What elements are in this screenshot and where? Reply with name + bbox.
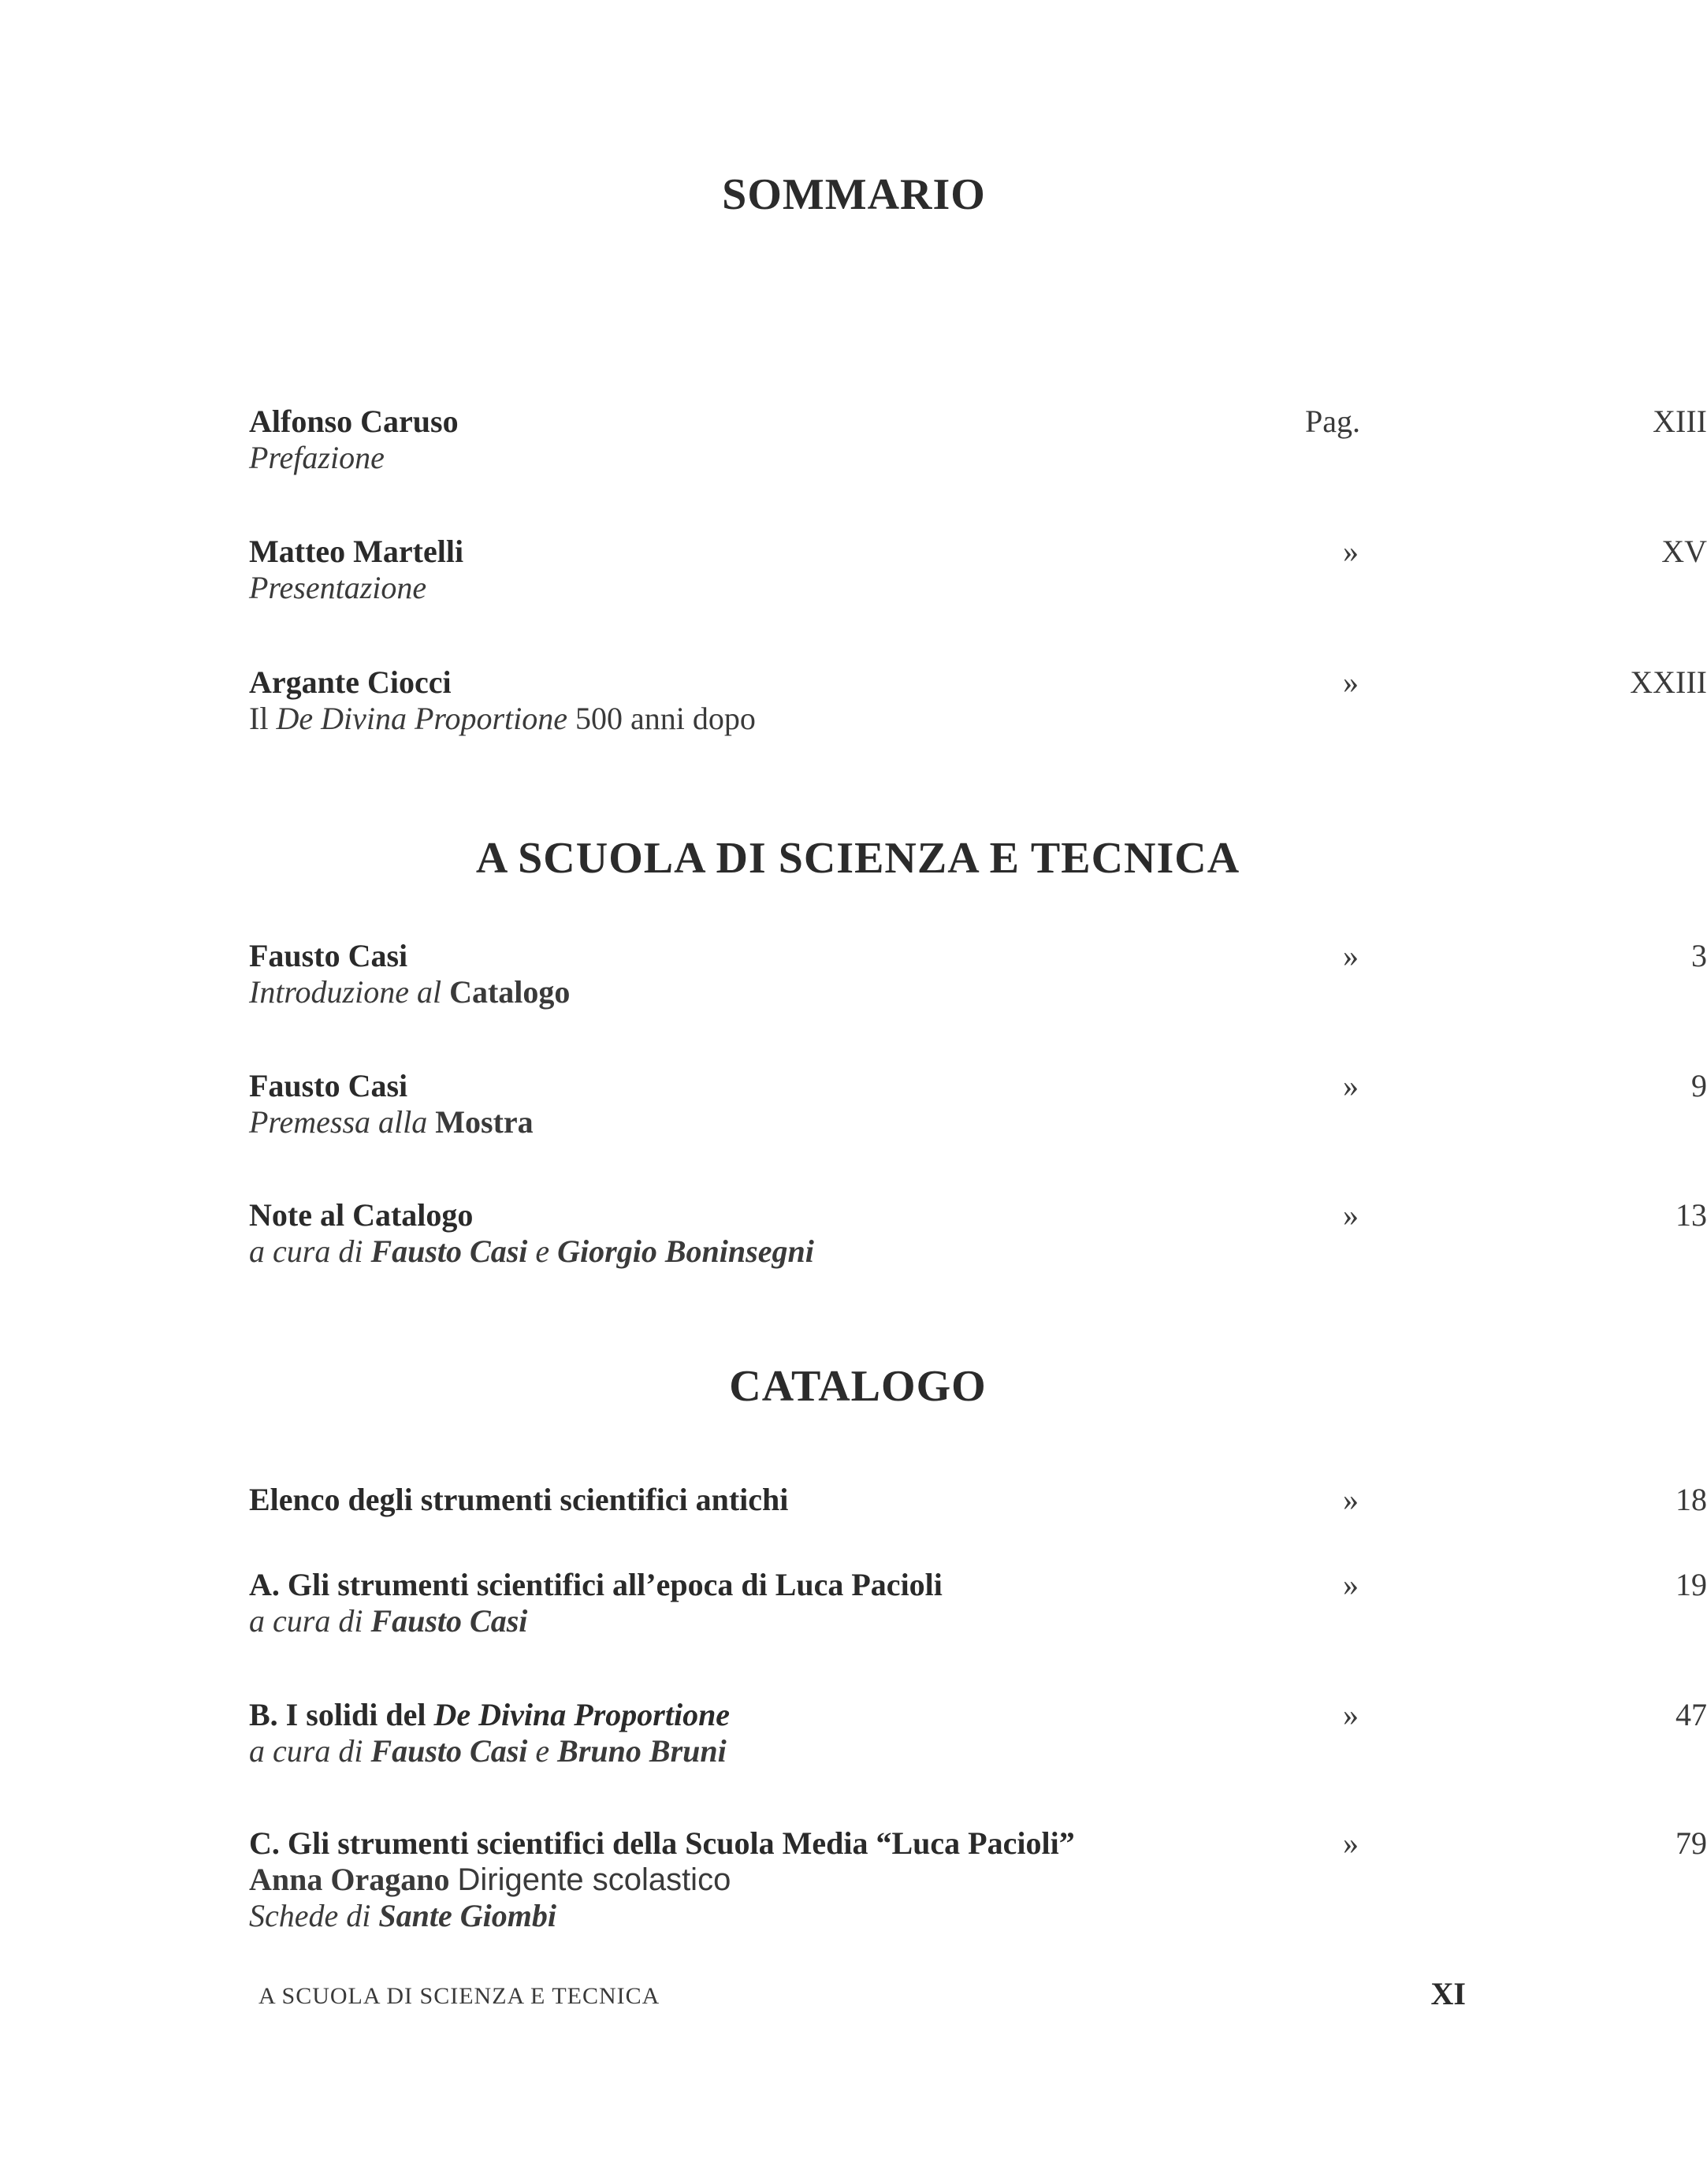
toc-entry-prefazione[interactable] xyxy=(249,404,1707,476)
entry-subtitle: Prefazione xyxy=(249,440,385,475)
toc-entry-elenco[interactable] xyxy=(249,1482,1707,1518)
running-footer: A SCUOLA DI SCIENZA E TECNICA xyxy=(258,1983,660,2009)
ditto-mark: » xyxy=(1343,1197,1359,1233)
page-number: XXIII xyxy=(1630,664,1707,700)
toc-entry-de-divina[interactable] xyxy=(249,664,1707,737)
entry-title: C. Gli strumenti scientifici della Scuola Media “Luca Pacioli” xyxy=(249,1825,1075,1861)
entry-curators: a cura di Fausto Casi e Bruno Bruni xyxy=(249,1733,727,1769)
entry-title: Note al Catalogo xyxy=(249,1197,474,1233)
ditto-mark: » xyxy=(1343,1697,1359,1732)
entry-subtitle: Presentazione xyxy=(249,570,427,605)
page-number: 19 xyxy=(1675,1567,1707,1602)
entry-curators: a cura di Fausto Casi e Giorgio Boninsegni xyxy=(249,1233,814,1269)
entry-title: B. I solidi del De Divina Proportione xyxy=(249,1697,731,1732)
page-number: 47 xyxy=(1675,1697,1707,1732)
page-title: SOMMARIO xyxy=(722,170,986,219)
toc-entry-catalog-a[interactable] xyxy=(249,1567,1707,1639)
toc-entry-presentazione[interactable] xyxy=(249,534,1707,606)
ditto-mark: » xyxy=(1343,1825,1359,1861)
page-label: Pag. xyxy=(1305,404,1360,439)
section-heading-catalogo: CATALOGO xyxy=(729,1362,987,1411)
toc-entry-note[interactable] xyxy=(249,1197,1707,1270)
entry-author: Fausto Casi xyxy=(249,938,408,973)
entry-author: Fausto Casi xyxy=(249,1068,408,1103)
ditto-mark: » xyxy=(1343,534,1359,569)
entry-author: Alfonso Caruso xyxy=(249,404,459,439)
entry-title: A. Gli strumenti scientifici all’epoca di Luca Pacioli xyxy=(249,1567,943,1602)
entry-subtitle: Il De Divina Proportione 500 anni dopo xyxy=(249,701,756,736)
page-number: 18 xyxy=(1675,1482,1707,1517)
page-number: 13 xyxy=(1675,1197,1707,1233)
page-number: 79 xyxy=(1675,1825,1707,1861)
page-number: XV xyxy=(1661,534,1707,569)
entry-subtitle: Introduzione al Catalogo xyxy=(249,974,571,1010)
entry-author: Matteo Martelli xyxy=(249,534,464,569)
page-number: XIII xyxy=(1653,404,1707,439)
page-number: 3 xyxy=(1691,938,1707,973)
toc-entry-introduzione[interactable] xyxy=(249,938,1707,1010)
section-heading-scuola: A SCUOLA DI SCIENZA E TECNICA xyxy=(475,834,1240,883)
page-number: 9 xyxy=(1691,1068,1707,1103)
toc-entry-catalog-c[interactable] xyxy=(249,1825,1707,1934)
ditto-mark: » xyxy=(1343,664,1359,700)
toc-entry-catalog-b[interactable] xyxy=(249,1697,1707,1769)
entry-schede: Schede di Sante Giombi xyxy=(249,1898,556,1933)
toc-entry-premessa[interactable] xyxy=(249,1068,1707,1140)
ditto-mark: » xyxy=(1343,938,1359,973)
entry-author: Argante Ciocci xyxy=(249,664,452,700)
ditto-mark: » xyxy=(1343,1567,1359,1602)
entry-subtitle: Premessa alla Mostra xyxy=(249,1104,534,1140)
ditto-mark: » xyxy=(1343,1068,1359,1103)
entry-curators: a cura di Fausto Casi xyxy=(249,1603,528,1639)
entry-person: Anna Oragano Dirigente scolastico xyxy=(249,1862,731,1897)
entry-title: Elenco degli strumenti scientifici antichi xyxy=(249,1482,789,1517)
page-folio: XI xyxy=(1430,1976,1466,2011)
ditto-mark: » xyxy=(1343,1482,1359,1517)
